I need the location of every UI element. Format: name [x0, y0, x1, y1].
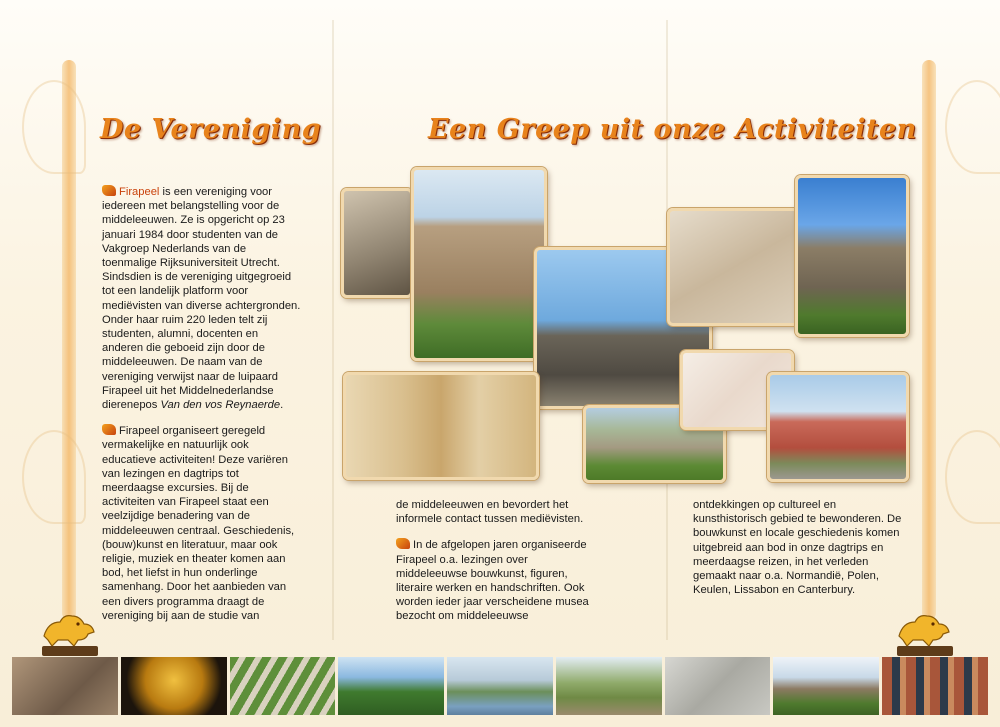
lion-pedestal — [897, 646, 953, 656]
fold-line — [332, 20, 334, 640]
strip-photo-abbey-hill — [773, 657, 879, 715]
strip-photo-garden-maze — [230, 657, 336, 715]
decorative-swirl — [945, 430, 1000, 524]
photo-carving — [667, 208, 801, 326]
right-paragraph: ontdekkingen op cultureel en kunsthistorisch gebied te bewonderen. De bouwkunst en locale geschiedenis komen uitgebreid aan bod in onze dagtrips en meerdaagse reizen, in het verleden gemaakt naar o.a. Normandië, Polen, Keulen, Lissabon en Canterbury. — [693, 499, 902, 597]
firapeel-name: Firapeel — [119, 186, 160, 198]
intro-end: . — [280, 399, 284, 412]
strip-photo-facade — [882, 657, 988, 715]
middle-text: In de afgelopen jaren organiseerde Firapeel o.a. lezingen over middeleeuwse bouwkunst, figuren, literaire werken en handschriften. Ook worden ieder jaar verscheidene musea bezocht om middeleeuwse — [396, 539, 589, 623]
photo-church — [767, 372, 909, 482]
strip-photo-coat-of-arms — [665, 657, 771, 715]
photo-manuscript — [343, 372, 539, 480]
heraldic-lion-icon — [893, 610, 955, 648]
photo-abbey — [411, 167, 547, 361]
photo-statue — [341, 188, 413, 298]
photo-castle-ruin — [795, 175, 909, 337]
left-text-column — [102, 185, 302, 635]
heraldic-lion-icon — [38, 610, 100, 648]
strip-photo-golden-statue — [121, 657, 227, 715]
lion-bullet-icon — [396, 538, 410, 549]
epos-title: Van den vos Reynaerde — [160, 399, 281, 412]
lion-pedestal — [42, 646, 98, 656]
intro-paragraph — [102, 185, 302, 412]
decorative-swirl — [22, 80, 86, 174]
activities-text: Firapeel organiseert geregeld vermakelijke en natuurlijk ook educatieve activiteiten! Deze variëren van lezingen en dagtrips tot meerdaagse excursies. Bij de activiteiten van Firapeel staat een veelzijdige benadering van de middeleeuwen centraal. Geschiedenis, (bouw)kunst en literatuur, maar ook religie, muziek en theater komen aan bod, het liefst in hun onderlinge samenhang. Door het aanbieden van een divers programma draagt de vereniging bij aan de studie van — [102, 425, 295, 622]
decorative-pillar — [922, 60, 936, 620]
activities-paragraph — [102, 424, 302, 623]
middle-text-column — [396, 498, 598, 636]
strip-photo-relief — [12, 657, 118, 715]
intro-text: is een vereniging voor iedereen met belangstelling voor de middeleeuwen. Ze is opgericht op 23 januari 1984 door studenten van de Vakgroep Nederlands van de toenmalige Rijksuniversiteit Utrecht. Sindsdien is de vereniging uitgegroeid tot een landelijk platform voor mediëvisten van diverse achtergronden. Onder haar ruim 220 leden telt zij studenten, alumni, docenten en anderen die geboeid zijn door de middeleeuwen. De naam van de vereniging verwijst naar de luipaard Firapeel uit het Middelnederlandse dierenepos — [102, 186, 301, 412]
decorative-swirl — [22, 430, 86, 524]
right-text-column — [693, 498, 903, 609]
decorative-swirl — [945, 80, 1000, 174]
middle-paragraph-2 — [396, 538, 598, 623]
strip-photo-trees — [338, 657, 444, 715]
activities-title: Een Greep uit onze Activiteiten — [428, 114, 917, 145]
middle-paragraph-1: de middeleeuwen en bevordert het informele contact tussen mediëvisten. — [396, 499, 584, 526]
strip-photo-river — [447, 657, 553, 715]
left-panel-title: De Vereniging — [100, 114, 322, 145]
lion-bullet-icon — [102, 185, 116, 196]
lion-bullet-icon — [102, 424, 116, 435]
strip-photo-tree-ruin — [556, 657, 662, 715]
bottom-photo-strip — [12, 657, 988, 715]
